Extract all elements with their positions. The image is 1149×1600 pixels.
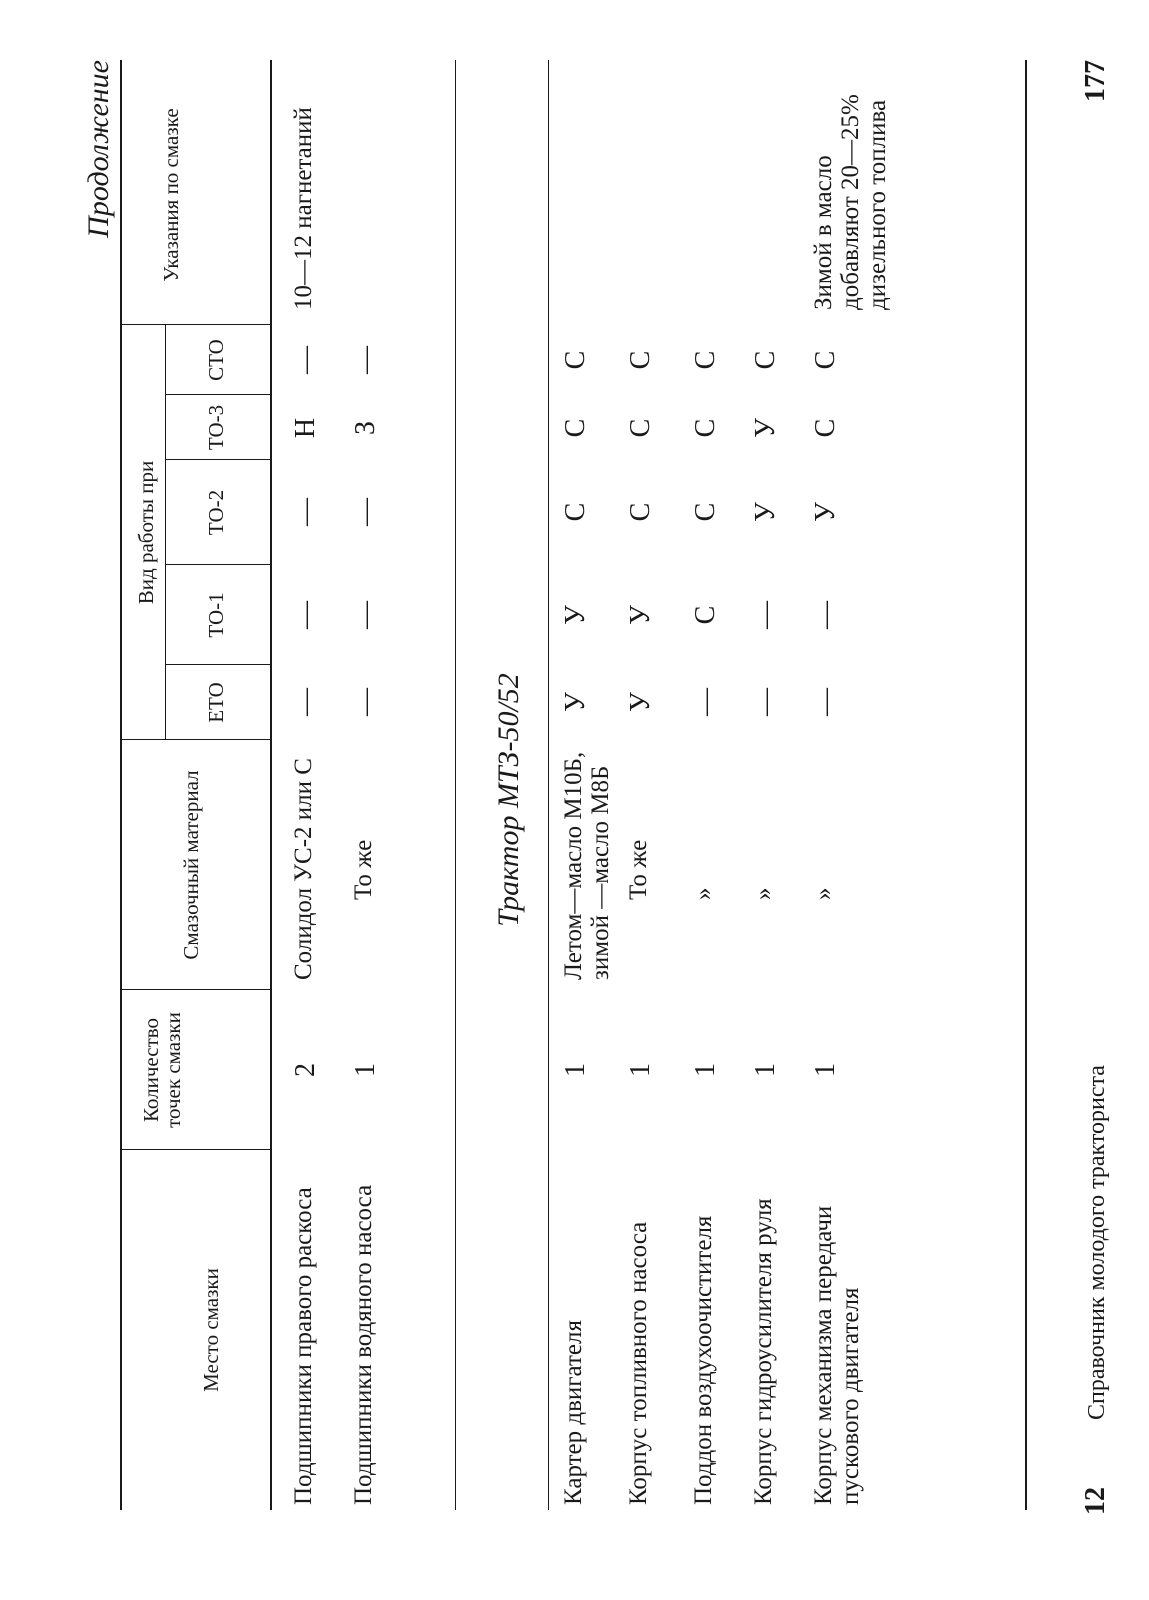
- row6-to2: У: [750, 502, 781, 522]
- row2-material: То же: [350, 839, 377, 900]
- row5-to2: С: [690, 502, 721, 522]
- row4-place: Корпус топливного насоса: [625, 1221, 652, 1505]
- row7-to2: У: [810, 502, 841, 522]
- row2-to3: З: [350, 420, 381, 436]
- row6-material: »: [750, 887, 777, 900]
- row3-material: Летом—масло М10Б, зимой —масло М8Б: [560, 751, 614, 980]
- row4-to3: С: [625, 418, 656, 438]
- footer-book-title: Справочник молодого тракториста: [1084, 1065, 1110, 1420]
- row1-material: Солидол УС-2 или С: [290, 758, 317, 980]
- row7-to1: —: [810, 601, 841, 629]
- header-divider-1: [120, 1149, 270, 1150]
- row2-eto: —: [350, 688, 381, 716]
- header-to2: ТО-2: [204, 489, 228, 536]
- row3-count: 1: [560, 1063, 591, 1077]
- header-sto-fixed: СТО: [204, 339, 228, 381]
- row6-to1: —: [750, 601, 781, 629]
- row3-to2: С: [560, 502, 591, 522]
- header-work-type: Вид работы при: [134, 460, 158, 605]
- row6-sto: С: [750, 350, 781, 370]
- row5-sto: С: [690, 350, 721, 370]
- row1-to3: Н: [290, 417, 321, 439]
- row3-place: Картер двигателя: [560, 1320, 587, 1505]
- row1-notes: 10—12 нагнетаний: [290, 107, 317, 310]
- row2-place: Подшипники водяного насоса: [350, 1184, 377, 1505]
- row6-count: 1: [750, 1063, 781, 1077]
- row1-to2: —: [290, 498, 321, 526]
- row2-to2: —: [350, 498, 381, 526]
- row4-sto: С: [625, 350, 656, 370]
- row7-to3: С: [810, 418, 841, 438]
- row2-count: 1: [350, 1063, 381, 1077]
- row5-count: 1: [690, 1063, 721, 1077]
- footer-left-number: 12: [1080, 1487, 1111, 1515]
- row3-to1: У: [560, 605, 591, 625]
- row7-eto: —: [810, 688, 841, 716]
- header-to1: ТО-1: [204, 592, 228, 638]
- row6-place: Корпус гидроусилителя руля: [750, 1198, 777, 1505]
- table-top-rule: [120, 60, 122, 1510]
- header-to3: ТО-3: [204, 404, 228, 451]
- row7-count: 1: [810, 1063, 841, 1077]
- row5-to3: С: [690, 418, 721, 438]
- row7-notes: Зимой в масло добавляют 20—25% дизельного топлива: [810, 94, 891, 310]
- row4-to1: У: [625, 605, 656, 625]
- row1-to1: —: [290, 601, 321, 629]
- row3-eto: У: [560, 692, 591, 712]
- row7-sto: С: [810, 350, 841, 370]
- header-bottom-rule: [270, 60, 272, 1510]
- row5-to1: С: [690, 605, 721, 625]
- header-material: Смазочный материал: [179, 770, 203, 960]
- footer-page-number: 177: [1080, 60, 1111, 102]
- work-type-subrule: [165, 325, 166, 740]
- header-eto: ЕТО: [204, 682, 228, 723]
- row5-place: Поддон воздухоочистителя: [690, 1215, 717, 1505]
- section-title: Трактор МТЗ-50/52: [492, 673, 525, 927]
- row4-material: То же: [625, 839, 652, 900]
- row5-eto: —: [690, 688, 721, 716]
- section-rule-top: [455, 60, 456, 1510]
- row1-place: Подшипники правого раскоса: [290, 1187, 317, 1505]
- row2-sto: —: [350, 346, 381, 374]
- header-notes: Указания по смазке: [159, 108, 183, 282]
- row2-to1: —: [350, 601, 381, 629]
- header-count: Количество точек смазки: [139, 1012, 185, 1128]
- row7-material: »: [810, 887, 837, 900]
- row1-eto: —: [290, 688, 321, 716]
- row1-sto: —: [290, 346, 321, 374]
- header-divider-2: [120, 989, 270, 990]
- row6-to3: У: [750, 418, 781, 438]
- section-rule-bottom: [548, 60, 549, 1510]
- row7-place: Корпус механизма передачи пускового двигателя: [810, 1205, 864, 1505]
- row6-eto: —: [750, 688, 781, 716]
- table-bottom-rule: [1025, 60, 1027, 1510]
- row4-count: 1: [625, 1063, 656, 1077]
- header-place: Место смазки: [199, 1268, 223, 1392]
- row1-count: 2: [290, 1063, 321, 1077]
- continuation-label: Продолжение: [82, 60, 115, 238]
- row4-to2: С: [625, 502, 656, 522]
- row3-to3: С: [560, 418, 591, 438]
- row5-material: »: [690, 887, 717, 900]
- row4-eto: У: [625, 692, 656, 712]
- row3-sto: С: [560, 350, 591, 370]
